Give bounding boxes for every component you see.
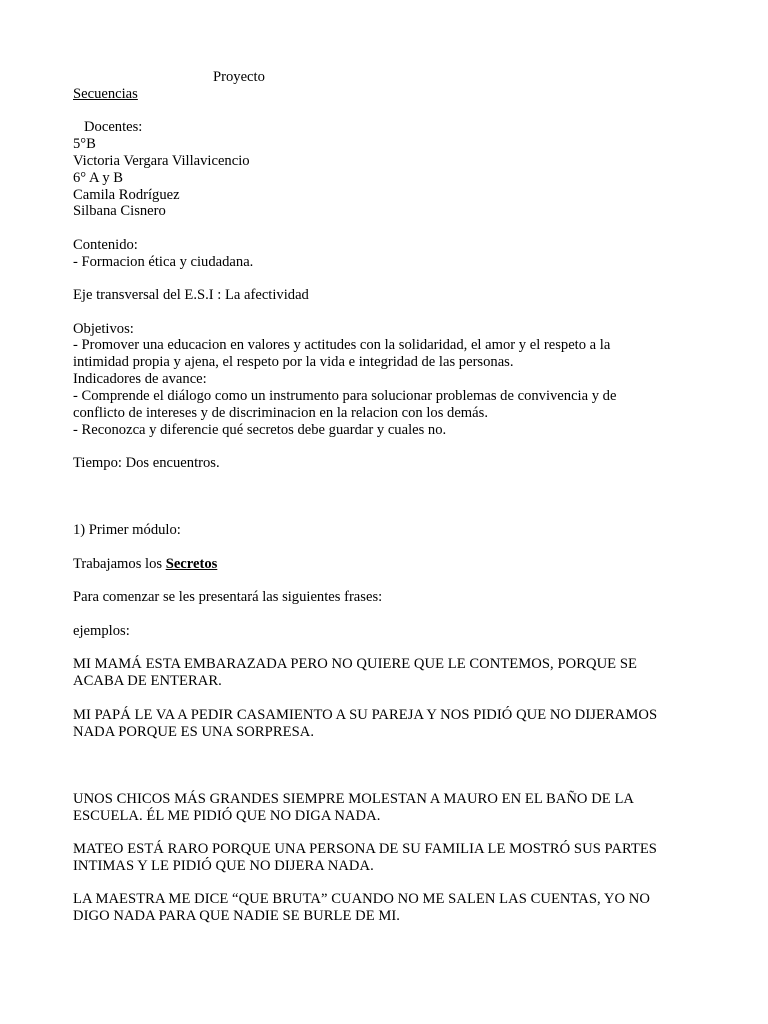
docentes-label: Docentes: (84, 119, 143, 135)
ejemplo-line: LA MAESTRA ME DICE “QUE BRUTA” CUANDO NO ME SALEN LAS CUENTAS, YO NO (73, 891, 650, 907)
modulo-heading: 1) Primer módulo: (73, 522, 181, 538)
docentes-line: Victoria Vergara Villavicencio (73, 153, 250, 169)
contenido-label: Contenido: (73, 237, 138, 253)
ejemplo-line: INTIMAS Y LE PIDIÓ QUE NO DIJERA NADA. (73, 858, 374, 874)
ejemplos-label: ejemplos: (73, 623, 130, 639)
objetivos-label: Objetivos: (73, 321, 134, 337)
trabajamos-prefix: Trabajamos los (73, 556, 166, 572)
ejemplo-line: ACABA DE ENTERAR. (73, 673, 222, 689)
tiempo: Tiempo: Dos encuentros. (73, 455, 220, 471)
docentes-line: 6° A y B (73, 170, 124, 186)
ejemplo-line: ESCUELA. ÉL ME PIDIÓ QUE NO DIGA NADA. (73, 808, 381, 824)
eje-transversal: Eje transversal del E.S.I : La afectividad (73, 287, 309, 303)
docentes-line: Camila Rodríguez (73, 187, 180, 203)
ejemplo-line: NADA PORQUE ES UNA SORPRESA. (73, 724, 315, 740)
indicadores-line: conflicto de intereses y de discriminacion en la relacion con los demás. (73, 405, 488, 421)
indicadores-line: - Reconozca y diferencie qué secretos debe guardar y cuales no. (73, 422, 447, 438)
ejemplo-line: DIGO NADA PARA QUE NADIE SE BURLE DE MI. (73, 908, 400, 924)
document-title: Proyecto (213, 69, 265, 85)
ejemplo-line: MATEO ESTÁ RARO PORQUE UNA PERSONA DE SU FAMILIA LE MOSTRÓ SUS PARTES (73, 841, 657, 857)
ejemplo-line: MI MAMÁ ESTA EMBARAZADA PERO NO QUIERE QUE LE CONTEMOS, PORQUE SE (73, 656, 637, 672)
docentes-line: 5°B (73, 136, 96, 152)
document-subtitle: Secuencias (73, 86, 138, 102)
ejemplo-line: MI PAPÁ LE VA A PEDIR CASAMIENTO A SU PAREJA Y NOS PIDIÓ QUE NO DIJERAMOS (73, 707, 658, 723)
indicadores-label: Indicadores de avance: (73, 371, 207, 387)
contenido-item: - Formacion ética y ciudadana. (73, 254, 254, 270)
trabajamos-line (73, 556, 217, 573)
docentes-line: Silbana Cisnero (73, 203, 166, 219)
indicadores-line: - Comprende el diálogo como un instrumento para solucionar problemas de convivencia y de (73, 388, 617, 404)
para-comenzar: Para comenzar se les presentará las siguientes frases: (73, 589, 383, 605)
secretos-emphasis: Secretos (165, 556, 218, 572)
objetivos-line: - Promover una educacion en valores y actitudes con la solidaridad, el amor y el respeto a la (73, 337, 611, 353)
ejemplo-line: UNOS CHICOS MÁS GRANDES SIEMPRE MOLESTAN A MAURO EN EL BAÑO DE LA (73, 791, 635, 807)
objetivos-line: intimidad propia y ajena, el respeto por la vida e integridad de las personas. (73, 354, 514, 370)
